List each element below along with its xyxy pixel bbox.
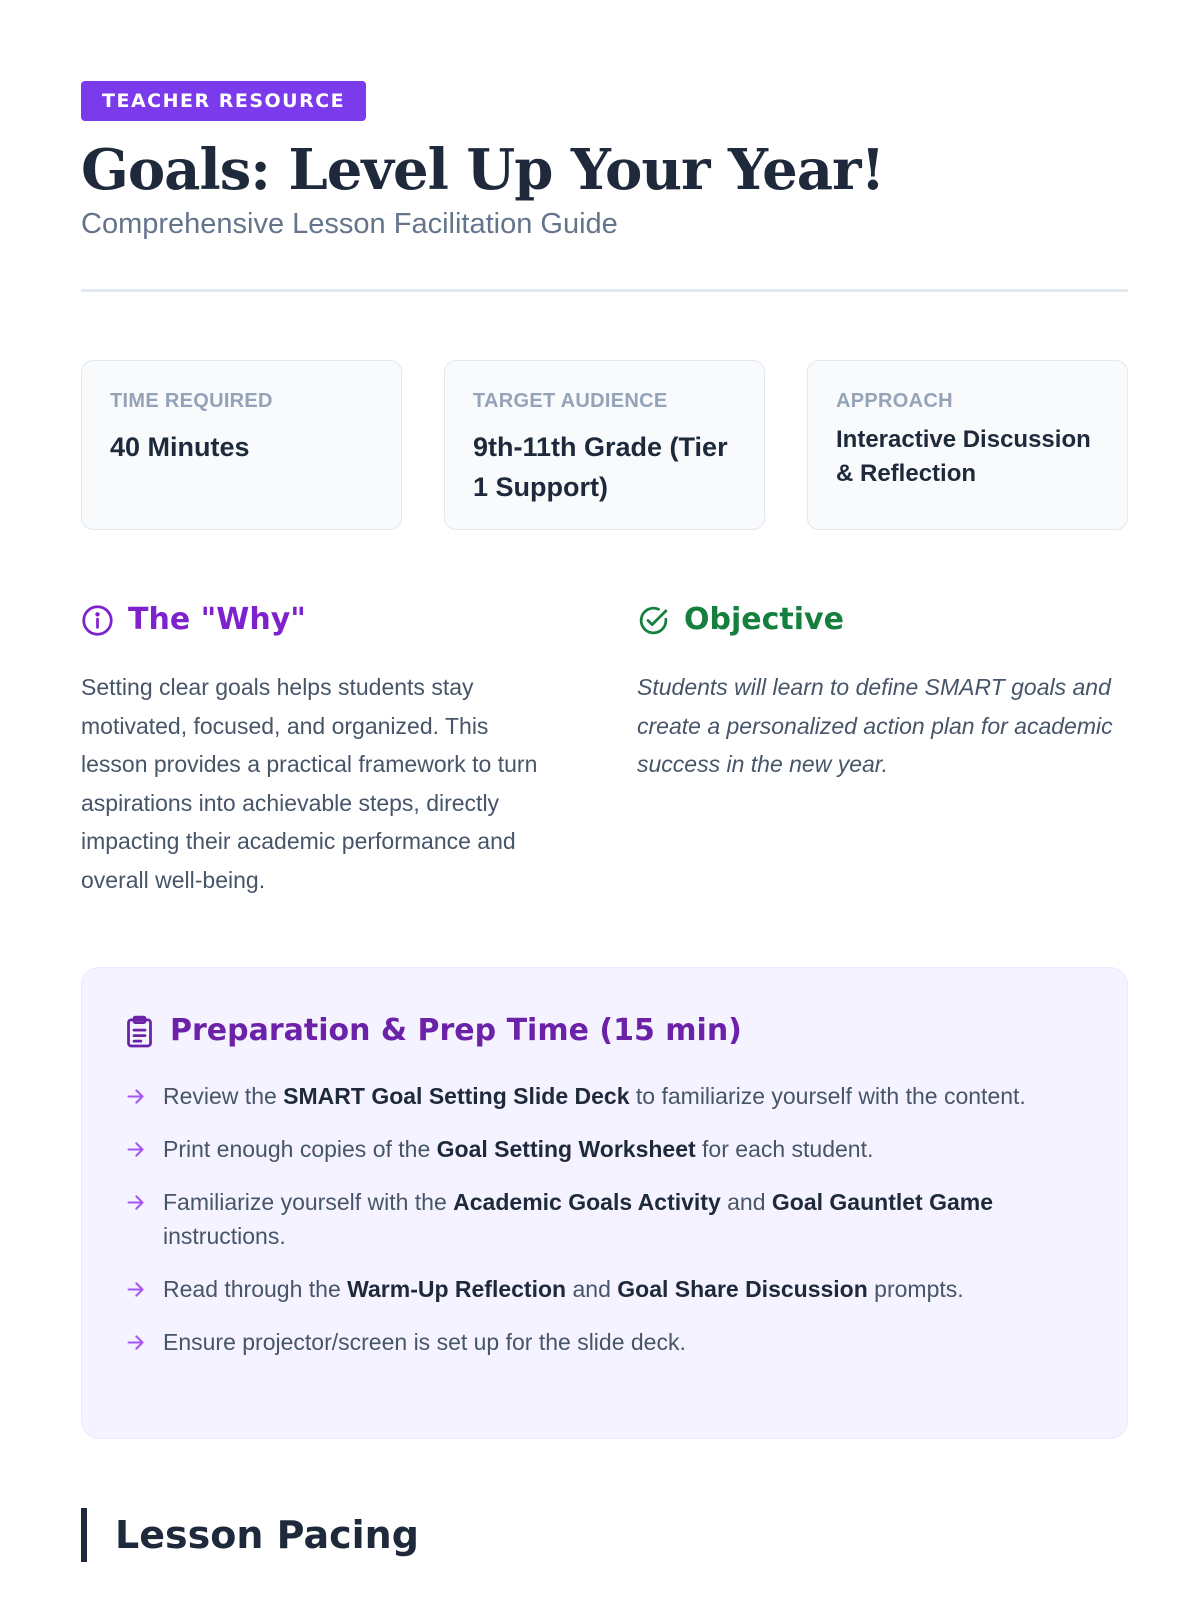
preparation-heading-text: Preparation & Prep Time (15 min) (170, 1013, 742, 1048)
teacher-resource-badge: TEACHER RESOURCE (81, 81, 366, 121)
check-circle-icon (637, 604, 670, 637)
info-cards (81, 360, 1128, 530)
objective-text: Students will learn to define SMART goals and create a personalized action plan for academic success in the new year. (637, 674, 1113, 777)
list-item (125, 1132, 1085, 1166)
list-item-text: Familiarize yourself with the Academic Goals Activity and Goal Gauntlet Game instructions. (163, 1189, 994, 1249)
list-item (125, 1272, 1085, 1306)
arrow-right-icon (125, 1272, 163, 1306)
arrow-right-icon (125, 1132, 163, 1166)
info-card-time (81, 360, 402, 530)
list-item-text: Read through the Warm-Up Reflection and Goal Share Discussion prompts. (163, 1276, 964, 1302)
info-card-value: 9th-11th Grade (Tier 1 Support) (473, 432, 728, 502)
clipboard-icon (125, 1015, 154, 1048)
list-item-text: Print enough copies of the Goal Setting Worksheet for each student. (163, 1136, 874, 1162)
page-subtitle: Comprehensive Lesson Facilitation Guide (81, 208, 618, 240)
why-heading (81, 600, 306, 640)
info-card-approach (807, 360, 1128, 530)
info-card-audience (444, 360, 765, 530)
info-card-label: TIME REQUIRED (110, 390, 273, 412)
list-item (125, 1185, 1085, 1253)
list-item-text: Review the SMART Goal Setting Slide Deck to familiarize yourself with the content. (163, 1083, 1026, 1109)
list-item (125, 1079, 1085, 1113)
page-title: Goals: Level Up Your Year! (81, 137, 885, 203)
list-item (125, 1325, 1085, 1359)
info-card-label: APPROACH (836, 390, 953, 412)
preparation-list (125, 1079, 1085, 1378)
objective-heading-text: Objective (684, 602, 844, 637)
info-card-value: 40 Minutes (110, 432, 250, 462)
objective-heading (637, 600, 844, 640)
arrow-right-icon (125, 1185, 163, 1219)
arrow-right-icon (125, 1325, 163, 1359)
info-card-value: Interactive Discussion & Reflection (836, 426, 1091, 487)
why-text: Setting clear goals helps students stay motivated, focused, and organized. This lesson provides a practical framework to turn aspirations into achievable steps, directly impacting their academic performance and overall well-being. (81, 674, 538, 893)
info-card-label: TARGET AUDIENCE (473, 390, 668, 412)
lesson-pacing-heading: Lesson Pacing (81, 1508, 419, 1562)
why-heading-text: The "Why" (128, 602, 306, 637)
list-item-text: Ensure projector/screen is set up for the slide deck. (163, 1329, 686, 1355)
preparation-panel (81, 967, 1128, 1439)
header-divider (81, 289, 1128, 292)
info-circle-icon (81, 604, 114, 637)
arrow-right-icon (125, 1079, 163, 1113)
preparation-heading (125, 1011, 742, 1051)
